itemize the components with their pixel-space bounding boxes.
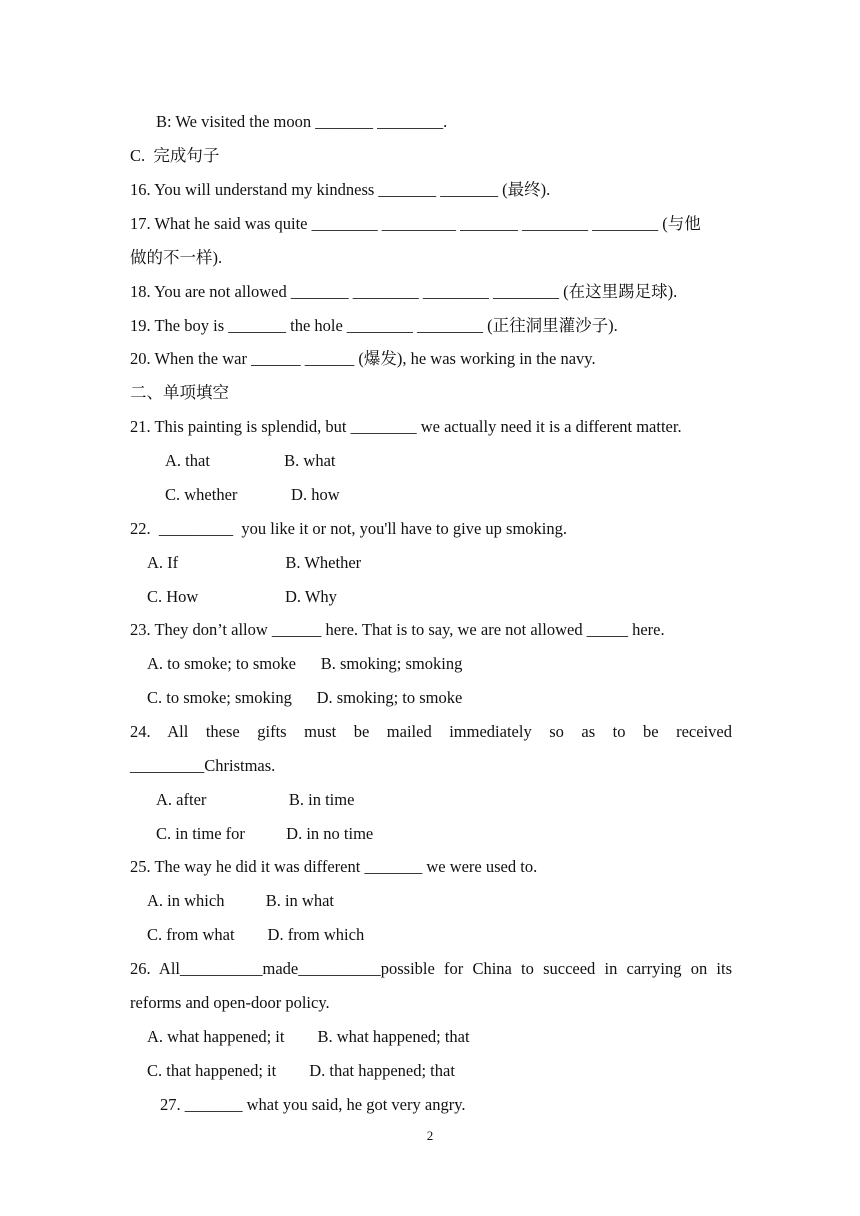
question-24-options-ab: A. after B. in time: [156, 790, 355, 809]
question-25: 25. The way he did it was different _______ we were used to.: [130, 857, 538, 876]
section-2-heading: 二、单项填空: [130, 383, 229, 402]
question-21-options-ab: A. that B. what: [165, 451, 336, 470]
question-23-options-ab: A. to smoke; to smoke B. smoking; smoking: [147, 654, 463, 673]
question-18: 18. You are not allowed _______ ________ ________ ________ (在这里踢足球).: [130, 282, 678, 301]
section-c-heading: C. 完成句子: [130, 146, 220, 165]
question-16: 16. You will understand my kindness _______ _______ (最终).: [130, 180, 551, 199]
question-22-options-ab: A. If B. Whether: [147, 553, 362, 572]
question-20: 20. When the war ______ ______ (爆发), he was working in the navy.: [130, 349, 596, 368]
question-25-options-ab: A. in which B. in what: [147, 891, 334, 910]
question-26-options-ab: A. what happened; it B. what happened; that: [147, 1027, 470, 1046]
question-22: 22. _________ you like it or not, you'll have to give up smoking.: [130, 519, 567, 538]
question-24-options-cd: C. in time for D. in no time: [156, 824, 374, 843]
question-26-continued: reforms and open-door policy.: [130, 993, 330, 1012]
question-26-options-cd: C. that happened; it D. that happened; that: [147, 1061, 455, 1080]
question-21-options-cd: C. whether D. how: [165, 485, 340, 504]
question-26: 26. All__________made__________possible for China to succeed in carrying on its: [130, 959, 732, 978]
question-15-answer-b: B: We visited the moon _______ ________.: [156, 112, 448, 131]
page-number: 2: [426, 1128, 434, 1143]
question-27: 27. _______ what you said, he got very angry.: [160, 1095, 466, 1114]
question-17-continued: 做的不一样).: [130, 248, 223, 267]
question-25-options-cd: C. from what D. from which: [147, 925, 365, 944]
question-23-options-cd: C. to smoke; smoking D. smoking; to smoke: [147, 688, 463, 707]
question-24-continued: _________Christmas.: [130, 756, 276, 775]
question-19: 19. The boy is _______ the hole ________ ________ (正往洞里灌沙子).: [130, 316, 618, 335]
question-21: 21. This painting is splendid, but ________ we actually need it is a different matter.: [130, 417, 682, 436]
question-17: 17. What he said was quite ________ _________ _______ ________ ________ (与他: [130, 214, 701, 233]
question-24: 24. All these gifts must be mailed immediately so as to be received: [130, 722, 732, 741]
question-22-options-cd: C. How D. Why: [147, 587, 337, 606]
question-23: 23. They don’t allow ______ here. That is to say, we are not allowed _____ here.: [130, 620, 665, 639]
